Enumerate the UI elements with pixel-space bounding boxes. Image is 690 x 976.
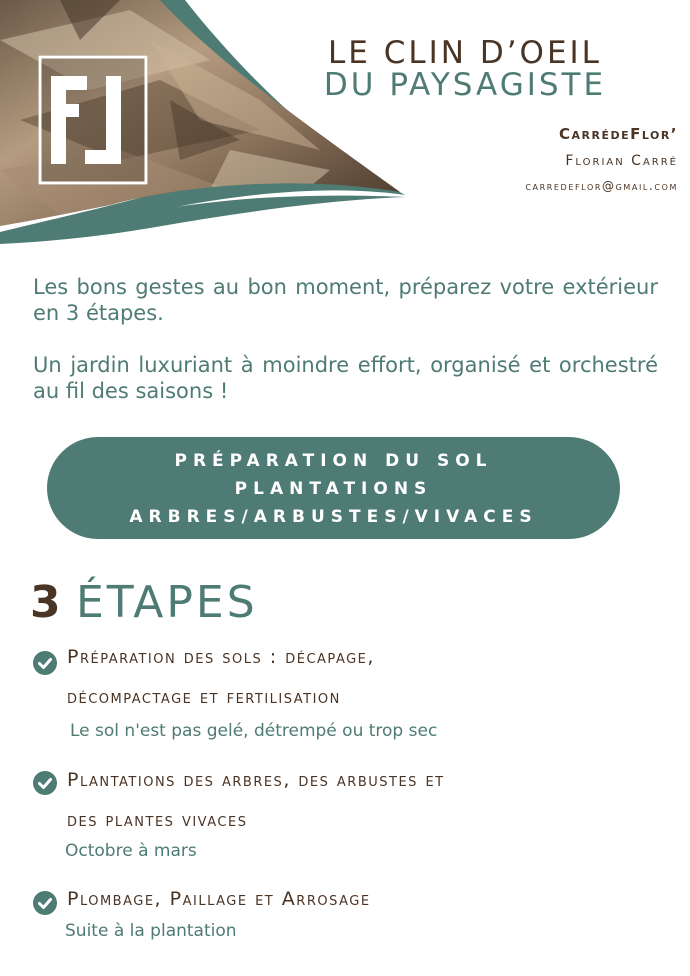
steps-number: 3 [30,577,61,628]
title-line2: DU PAYSAGISTE [323,67,607,103]
brand-name: CarrédeFlor’ [558,125,678,143]
step-3-title: Plombage, Paillage et Arrosage [67,888,371,910]
check-circle-icon [33,891,57,915]
check-circle-icon [33,651,57,675]
banner-line-1: PRÉPARATION DU SOL [174,451,493,471]
check-circle-icon [33,771,57,795]
intro-paragraph-2: Un jardin luxuriant à moindre effort, organisé et orchestré au fil des saisons ! [33,353,658,403]
step-2-title-line2: des plantes vivaces [67,809,248,831]
banner-line-2: PLANTATIONS [234,479,433,499]
title-line1: LE CLIN D’OEIL [328,35,602,71]
person-name: Florian Carré [565,153,678,169]
step-2-title-line1: Plantations des arbres, des arbustes et [67,769,445,791]
step-3-subtitle: Suite à la plantation [65,921,237,941]
step-1-subtitle: Le sol n'est pas gelé, détrempé ou trop sec [70,721,438,741]
email-address: carredeflor@gmail.com [525,179,678,193]
step-1-title-line2: décompactage et fertilisation [67,686,341,708]
logo-fl [38,55,148,185]
intro-paragraph-1: Les bons gestes au bon moment, préparez votre extérieur en 3 étapes. [33,275,658,325]
step-2-subtitle: Octobre à mars [65,841,197,861]
step-1-title-line1: Préparation des sols : décapage, [67,646,375,668]
banner-line-3: ARBRES/ARBUSTES/VIVACES [129,507,538,527]
steps-heading: ÉTAPES [76,577,258,628]
